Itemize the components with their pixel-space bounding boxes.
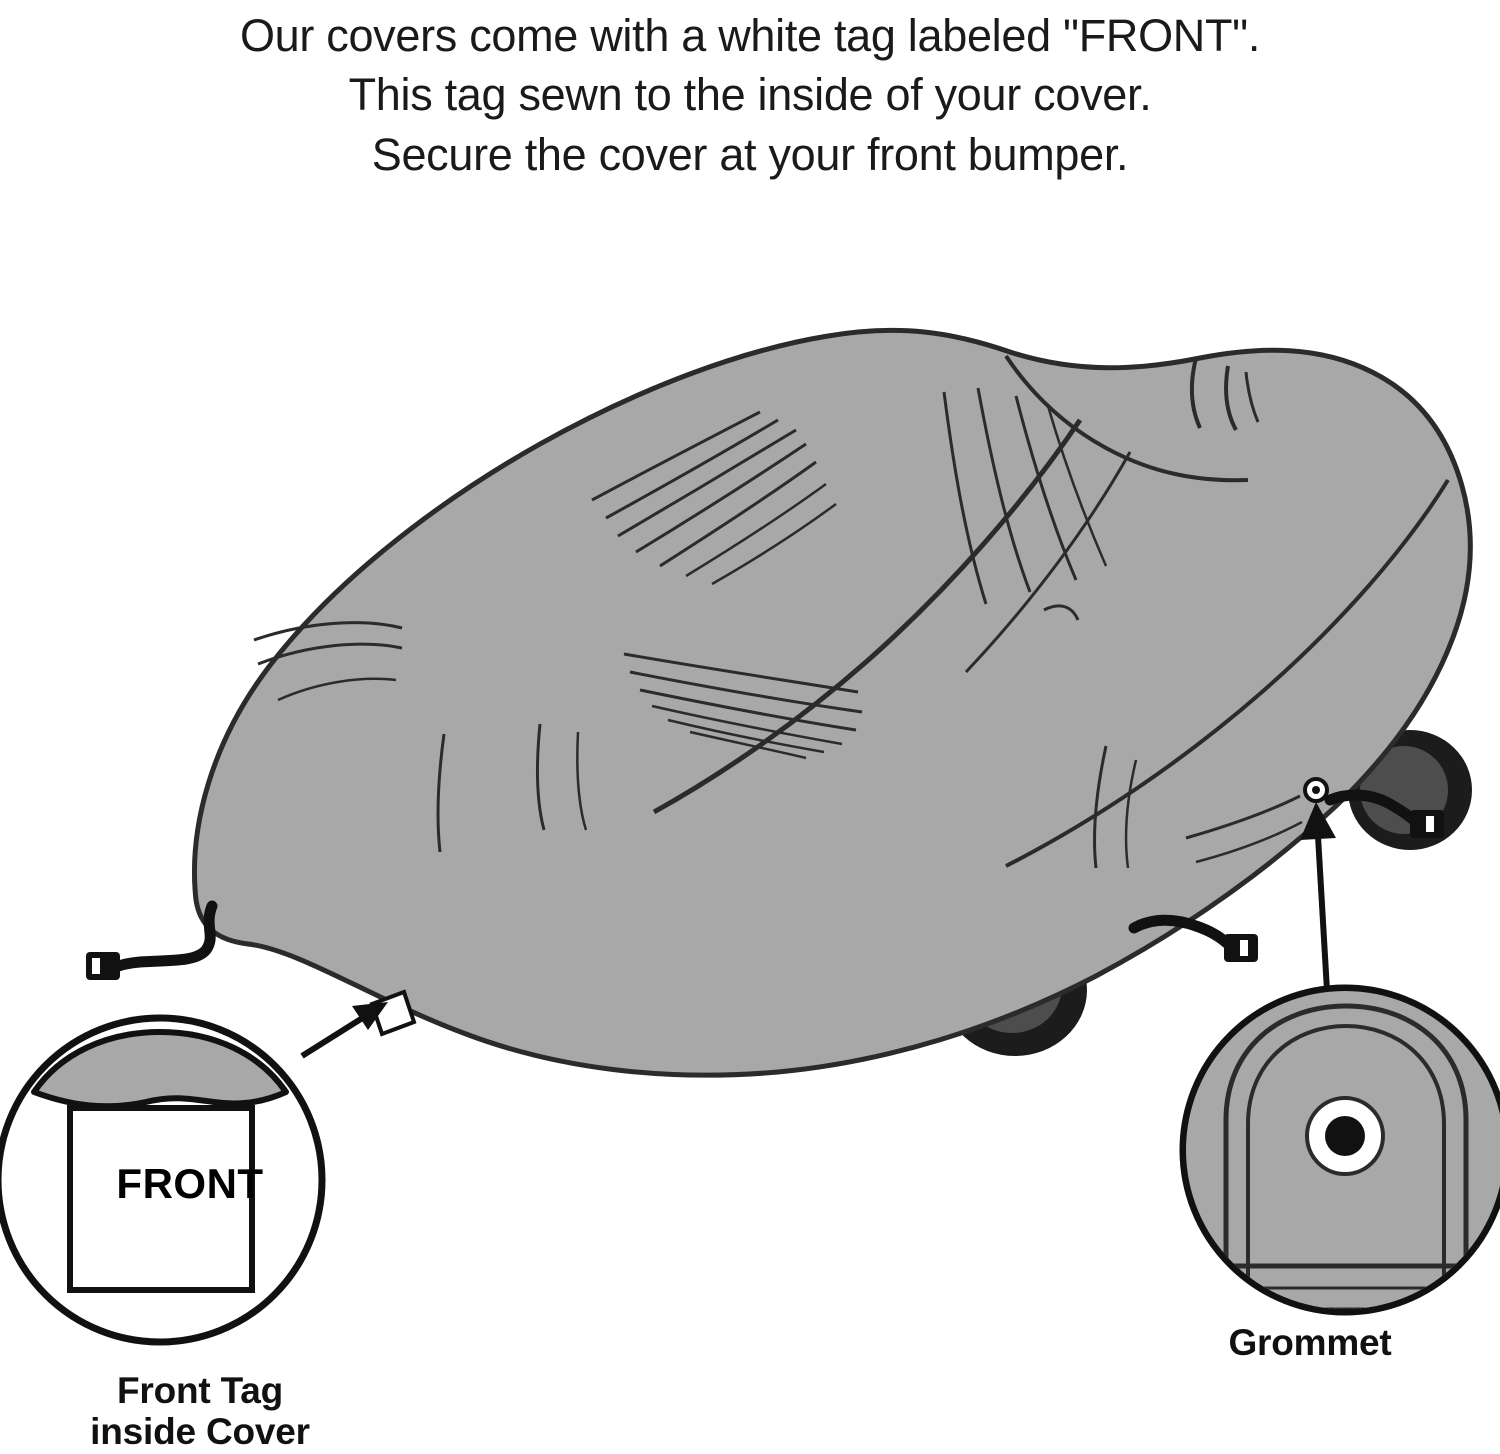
front-strap-with-clip (86, 906, 212, 980)
car-cover-body (195, 330, 1471, 1075)
grommet-callout-circle (1183, 988, 1500, 1312)
page-title-line-1: Our covers come with a white tag labeled "FRONT". (239, 10, 1261, 61)
page-title-line-3: Secure the cover at your front bumper. (371, 128, 1129, 180)
grommet-caption: Grommet (1228, 1322, 1392, 1363)
front-tag-caption (0, 1370, 400, 1453)
front-tag-caption-line-2: inside Cover (90, 1411, 310, 1453)
front-tag-leader-arrow (302, 1002, 388, 1056)
grommet-on-cover (1305, 779, 1327, 801)
front-tag-caption-line-1: Front Tag (116, 1370, 284, 1411)
front-tag-text: FRONT (116, 1160, 264, 1207)
page-title-line-2: This tag sewn to the inside of your cover. (348, 69, 1152, 121)
